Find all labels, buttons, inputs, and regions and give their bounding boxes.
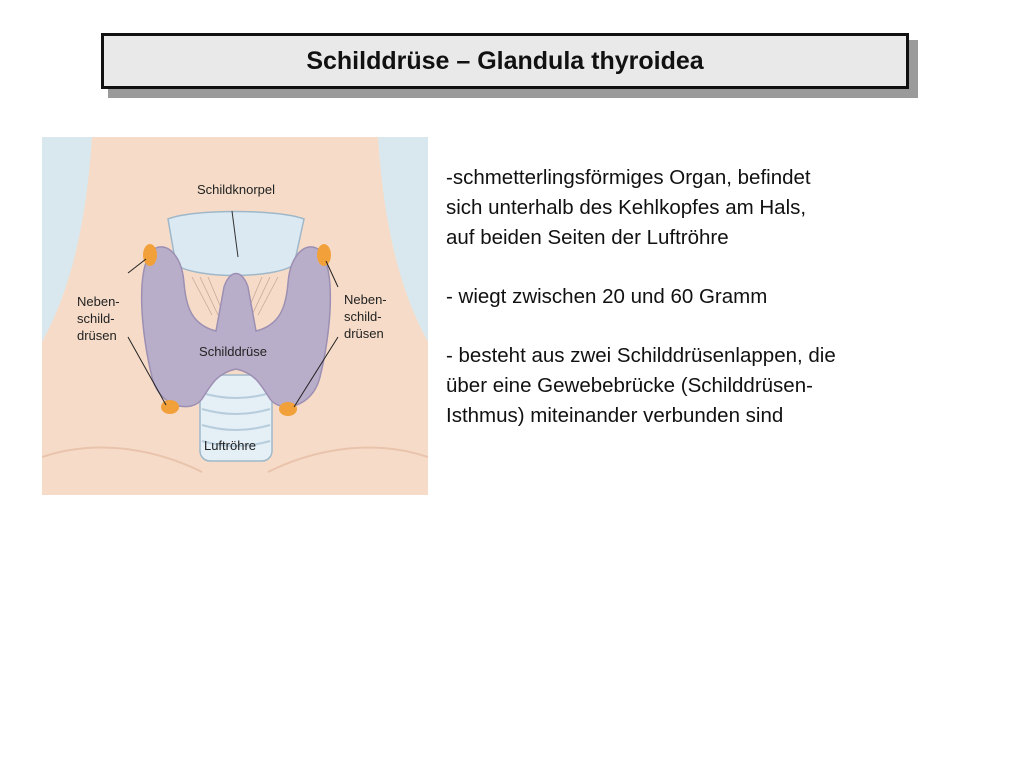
thyroid-illustration — [42, 137, 428, 495]
label-neben-right-3: drüsen — [344, 326, 384, 341]
description-text — [446, 163, 946, 460]
label-schildknorpel: Schildknorpel — [196, 182, 276, 197]
slide-title: Schilddrüse – Glandula thyroidea — [306, 46, 704, 75]
title-box — [101, 33, 909, 89]
label-neben-left-3: drüsen — [77, 328, 117, 343]
parathyroid-lower-left — [161, 400, 179, 414]
bullet-shape: -schmetterlingsförmiges Organ, befindet sich unterhalb des Kehlkopfes am Hals, auf beiden Seiten der Luftröhre — [446, 166, 811, 249]
bullet-weight: - wiegt zwischen 20 und 60 Gramm — [446, 285, 768, 308]
label-luftroehre: Luftröhre — [203, 438, 257, 453]
bullet-structure: - besteht aus zwei Schilddrüsenlappen, die über eine Gewebebrücke (Schilddrüsen- Isthmus) miteinander verbunden sind — [446, 344, 836, 427]
label-neben-right-1: Neben- — [344, 292, 387, 307]
label-neben-left-2: schild- — [77, 311, 115, 326]
parathyroid-upper-right — [317, 244, 331, 266]
label-neben-right-2: schild- — [344, 309, 382, 324]
label-neben-left-1: Neben- — [77, 294, 120, 309]
label-schilddruese: Schilddrüse — [199, 344, 267, 359]
parathyroid-upper-left — [143, 244, 157, 266]
parathyroid-lower-right — [279, 402, 297, 416]
